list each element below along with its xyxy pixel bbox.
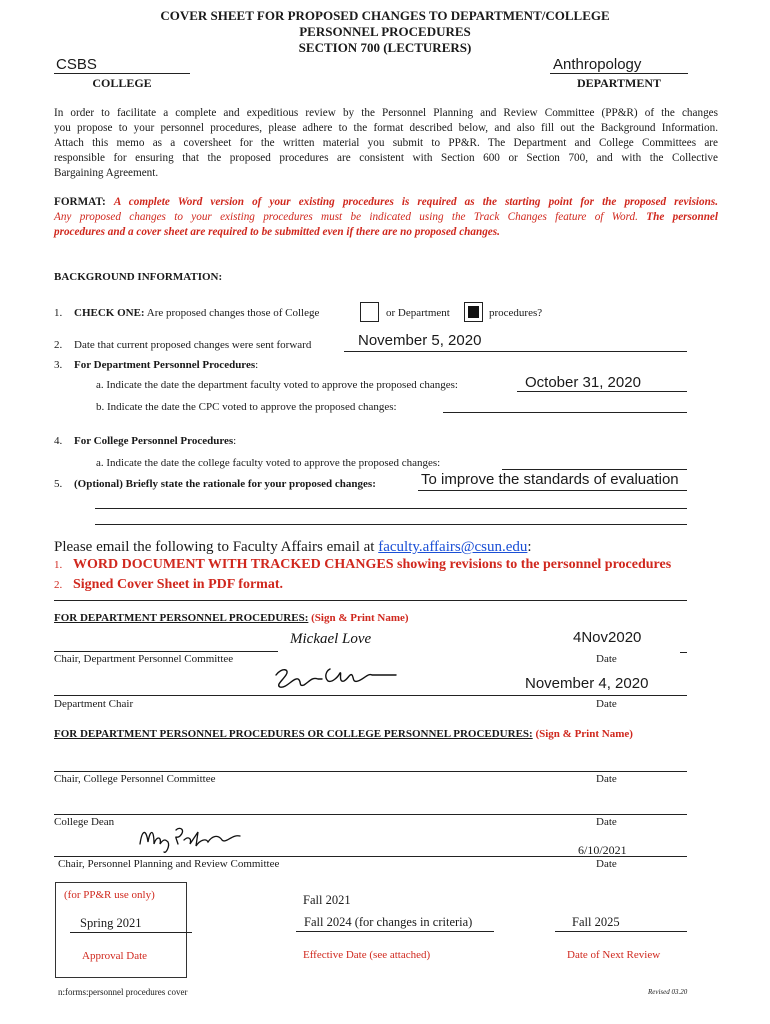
approval-date-label: Approval Date — [82, 950, 148, 962]
department-checkbox[interactable] — [464, 302, 483, 322]
chair-date-label: Date — [596, 653, 617, 665]
q1-or-dept: or Department — [386, 307, 450, 319]
college-checkbox[interactable] — [360, 302, 379, 322]
ppr-chair-date-label: Date — [596, 858, 617, 870]
email-item-number: 2. — [54, 579, 63, 591]
q5-extra-line[interactable] — [95, 508, 687, 509]
cpc-chair-date-label: Date — [596, 773, 617, 785]
email-suffix: : — [527, 539, 532, 555]
dept-chair-date-label: Date — [596, 698, 617, 710]
title-line-1: COVER SHEET FOR PROPOSED CHANGES TO DEPARTMENT/COLLEGE — [160, 8, 610, 23]
q1-number: 1. — [54, 307, 63, 319]
chair-date-tick — [680, 652, 687, 653]
q4-title-text: For College Personnel Procedures — [74, 435, 234, 447]
college-section-title — [54, 728, 633, 740]
department-underline — [550, 73, 688, 74]
q2-text: Date that current proposed changes were sent forward — [74, 339, 312, 351]
college-section-note: (Sign & Print Name) — [535, 728, 633, 740]
q5-rationale-field[interactable]: To improve the standards of evaluation — [421, 471, 679, 488]
dean-label: College Dean — [54, 816, 115, 828]
footer-path: n:forms:personnel procedures cover — [58, 987, 188, 997]
q3b-text: b. Indicate the date the CPC voted to approve the proposed changes: — [96, 401, 397, 413]
effective-date-label: Effective Date (see attached) — [303, 949, 431, 961]
q2-date-field[interactable]: November 5, 2020 — [358, 332, 482, 349]
effective-date-top[interactable]: Fall 2021 — [303, 893, 351, 907]
dean-signature-line[interactable] — [54, 814, 687, 815]
cpc-chair-label: Chair, College Personnel Committee — [54, 773, 216, 785]
dean-date-label: Date — [596, 816, 617, 828]
ppr-chair-signature-line[interactable] — [54, 856, 687, 857]
dept-chair-date-field[interactable]: November 4, 2020 — [525, 675, 649, 692]
email-instruction — [54, 539, 532, 556]
q1-tail: procedures? — [489, 307, 543, 319]
email-item-text: Signed Cover Sheet in PDF format. — [73, 577, 283, 592]
dept-chair-label: Department Chair — [54, 698, 134, 710]
background-title: BACKGROUND INFORMATION: — [54, 271, 223, 283]
format-paragraph — [54, 195, 718, 240]
q1-bold: CHECK ONE: — [74, 307, 145, 319]
approval-date-underline — [70, 932, 192, 933]
dept-section-title-text: FOR DEPARTMENT PERSONNEL PROCEDURES: — [54, 612, 309, 624]
q4-number: 4. — [54, 435, 63, 447]
title-line-3: SECTION 700 (LECTURERS) — [298, 40, 472, 55]
q5-extra-line[interactable] — [95, 524, 687, 525]
dept-section-title — [54, 612, 409, 624]
q5-underline — [418, 490, 687, 491]
title-line-2: PERSONNEL PROCEDURES — [299, 24, 471, 39]
chair-label: Chair, Department Personnel Committee — [54, 653, 234, 665]
format-line — [54, 195, 718, 210]
q3-number: 3. — [54, 359, 63, 371]
q4-colon: : — [233, 435, 237, 447]
intro-line: Attach this memo as a coversheet for the written material you submit to PP&R. The Department and College Committees are — [54, 137, 718, 149]
format-text: Any proposed changes to your existing procedures must be indicated using the Track Changes feature of Word. — [54, 211, 638, 223]
ppr-date-field[interactable]: 6/10/2021 — [578, 843, 627, 857]
dept-chair-signature-line[interactable] — [54, 695, 687, 696]
ppr-chair-signature — [136, 822, 246, 858]
q4a-underline[interactable] — [502, 469, 687, 470]
cpc-chair-signature-line[interactable] — [54, 771, 687, 772]
next-review-label: Date of Next Review — [567, 949, 661, 961]
section-divider — [54, 600, 687, 601]
intro-line: responsible for ensuring that the proposed procedures are consistent with Section 600 or Section 700, and with the Collective — [54, 152, 718, 164]
intro-line: Bargaining Agreement. — [54, 167, 159, 179]
intro-paragraph — [54, 106, 718, 181]
approval-date-field[interactable]: Spring 2021 — [80, 916, 142, 930]
q1-question: Are proposed changes those of College — [146, 307, 320, 319]
intro-line: In order to facilitate a complete and expeditious review by the Personnel Planning and Review Committee (PP&R) of the changes — [54, 107, 718, 119]
q3-colon: : — [255, 359, 259, 371]
format-text: The personnel — [646, 211, 718, 223]
effective-date-underline — [296, 931, 494, 932]
email-item-number: 1. — [54, 559, 63, 571]
chair-signature — [288, 626, 398, 650]
format-text: procedures and a cover sheet are required to be submitted even if there are no proposed changes. — [54, 226, 500, 238]
faculty-affairs-email-link[interactable]: faculty.affairs@csun.edu — [378, 539, 528, 555]
q3a-date-field[interactable]: October 31, 2020 — [525, 374, 641, 391]
q5-number: 5. — [54, 478, 63, 490]
effective-date-field[interactable]: Fall 2024 (for changes in criteria) — [304, 915, 473, 929]
chair-date-field[interactable]: 4Nov2020 — [573, 629, 642, 646]
q3-title — [74, 359, 258, 371]
college-value[interactable]: CSBS — [56, 56, 97, 73]
q3b-underline[interactable] — [443, 412, 687, 413]
format-label: FORMAT: — [54, 196, 106, 208]
college-underline — [54, 73, 190, 74]
q1-text — [74, 307, 319, 319]
q4-title — [74, 435, 236, 447]
chair-signature-line[interactable] — [54, 651, 278, 652]
q3a-underline — [517, 391, 687, 392]
dept-chair-signature — [272, 663, 402, 693]
college-label: COLLEGE — [92, 76, 152, 90]
email-prefix: Please email the following to Faculty Affairs email at — [54, 539, 379, 555]
ppr-use-only-label: (for PP&R use only) — [64, 889, 155, 901]
department-value[interactable]: Anthropology — [553, 56, 642, 73]
next-review-underline — [555, 931, 687, 932]
format-text: A complete Word version of your existing procedures is required as the starting point for the proposed revisions. — [113, 196, 719, 208]
chair-signature-name: Mickael Love — [290, 631, 372, 647]
q4a-text: a. Indicate the date the college faculty voted to approve the proposed changes: — [96, 457, 441, 469]
email-item-text: WORD DOCUMENT WITH TRACKED CHANGES showing revisions to the personnel procedures — [73, 557, 672, 572]
q3a-text: a. Indicate the date the department faculty voted to approve the proposed changes: — [96, 379, 458, 391]
ppr-chair-label: Chair, Personnel Planning and Review Committee — [58, 858, 280, 870]
q5-text: (Optional) Briefly state the rationale for your proposed changes: — [74, 478, 376, 490]
format-line — [54, 210, 718, 225]
department-label: DEPARTMENT — [576, 76, 662, 90]
next-review-field[interactable]: Fall 2025 — [572, 915, 620, 929]
q3-title-text: For Department Personnel Procedures — [74, 359, 256, 371]
q2-number: 2. — [54, 339, 63, 351]
q2-underline — [344, 351, 687, 352]
intro-line: you propose to your personnel procedures, please adhere to the format described below, and also fill out the Background Information. — [54, 122, 718, 134]
dept-section-note: (Sign & Print Name) — [311, 612, 409, 624]
college-section-title-text: FOR DEPARTMENT PERSONNEL PROCEDURES OR COLLEGE PERSONNEL PROCEDURES: — [54, 728, 533, 740]
footer-revised: Revised 03.20 — [648, 988, 688, 996]
